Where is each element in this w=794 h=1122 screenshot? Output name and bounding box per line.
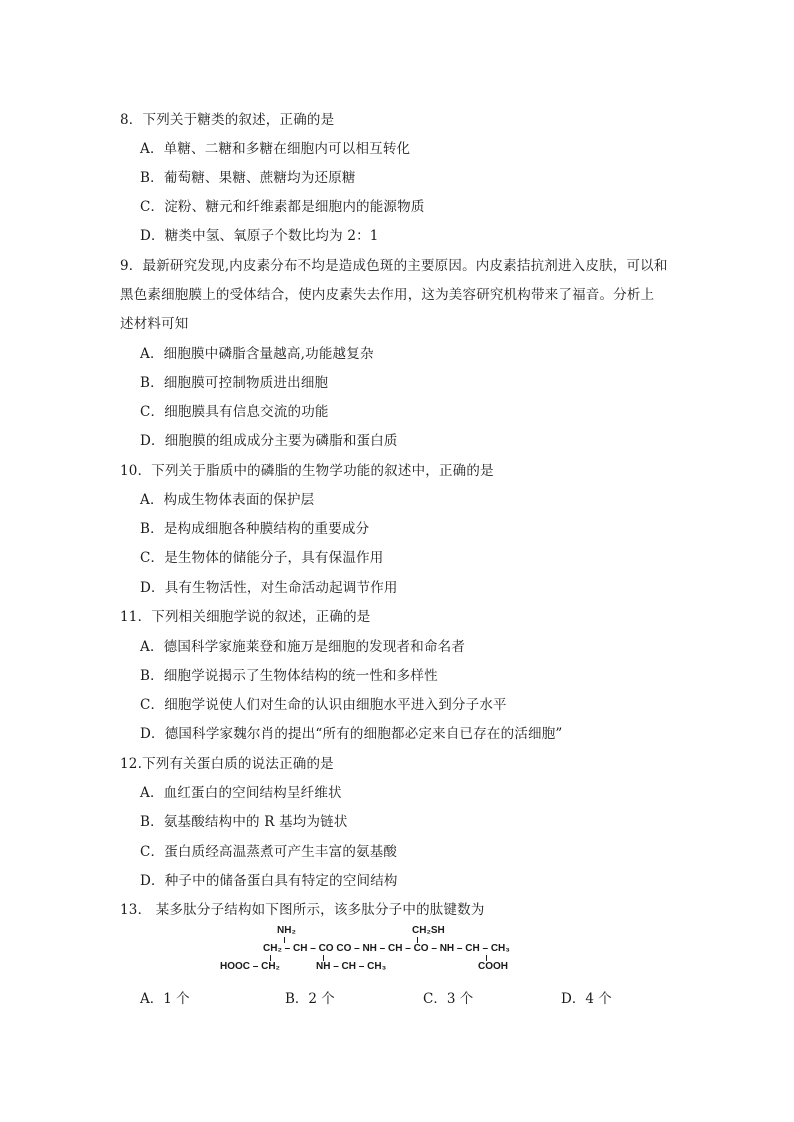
question-8-option-b: B．葡萄糖、果糖、蔗糖均为还原糖 [140, 170, 356, 186]
question-13-option-b: B．2 个 [285, 991, 335, 1007]
question-10-stem: 10．下列关于脂质中的磷脂的生物学功能的叙述中，正确的是 [120, 463, 494, 479]
question-11-stem: 11．下列相关细胞学说的叙述，正确的是 [120, 609, 371, 625]
question-11-option-d: D．德国科学家魏尔肖的提出“所有的细胞都必定来自已存在的活细胞” [140, 726, 563, 742]
question-8-option-c: C．淀粉、糖元和纤维素都是细胞内的能源物质 [140, 199, 425, 215]
question-10-option-a: A．构成生物体表面的保护层 [140, 492, 315, 508]
question-8-option-d: D．糖类中氢、氧原子个数比均为 2：1 [140, 228, 379, 244]
question-9-option-d: D．细胞膜的组成成分主要为磷脂和蛋白质 [140, 433, 398, 449]
question-9-option-c: C．细胞膜具有信息交流的功能 [140, 404, 329, 420]
polypeptide-structure-diagram [215, 925, 545, 977]
formula-cooh: COOH [478, 961, 508, 972]
question-10-option-d: D．具有生物活性，对生命活动起调节作用 [140, 580, 398, 596]
formula-main-chain: CH₂ – CH – CO CO – NH – CH – CO – NH – CH – CH₃ [263, 943, 510, 954]
question-9-stem-line1: 9．最新研究发现,内皮素分布不均是造成色斑的主要原因。内皮素拮抗剂进入皮肤，可以和 [120, 258, 668, 274]
question-11-option-c: C．细胞学说使人们对生命的认识由细胞水平进入到分子水平 [140, 697, 507, 713]
question-13-option-a: A．1 个 [140, 991, 190, 1007]
question-11-option-a: A．德国科学家施莱登和施万是细胞的发现者和命名者 [140, 639, 466, 655]
question-9-option-a: A．细胞膜中磷脂含量越高,功能越复杂 [140, 346, 374, 362]
question-12-option-d: D．种子中的储备蛋白具有特定的空间结构 [140, 873, 398, 889]
question-8-stem: 8．下列关于糖类的叙述，正确的是 [120, 112, 335, 128]
question-12-option-a: A．血红蛋白的空间结构呈纤维状 [140, 785, 342, 801]
question-13-option-c: C．3 个 [423, 991, 474, 1007]
question-12-option-b: B．氨基酸结构中的 R 基均为链状 [140, 814, 348, 830]
question-11-option-b: B．细胞学说揭示了生物体结构的统一性和多样性 [140, 668, 438, 684]
question-10-option-c: C．是生物体的储能分子，具有保温作用 [140, 550, 384, 566]
question-12-stem: 12.下列有关蛋白质的说法正确的是 [120, 756, 334, 772]
question-10-option-b: B．是构成细胞各种膜结构的重要成分 [140, 521, 370, 537]
question-13-stem: 13． 某多肽分子结构如下图所示，该多肽分子中的肽键数为 [120, 902, 485, 918]
formula-hooc-ch2: HOOC – CH₂ [220, 961, 281, 972]
question-9-option-b: B．细胞膜可控制物质进出细胞 [140, 375, 329, 391]
formula-nh-ch-ch3: NH – CH – CH₃ [316, 961, 387, 972]
question-9-stem-line2: 黑色素细胞膜上的受体结合，使内皮素失去作用，这为美容研究机构带来了福音。分析上 [120, 287, 655, 303]
question-12-option-c: C．蛋白质经高温蒸煮可产生丰富的氨基酸 [140, 844, 398, 860]
question-9-stem-line3: 述材料可知 [120, 316, 189, 332]
formula-nh2-group: NH₂ [277, 925, 296, 936]
question-13-option-d: D．4 个 [561, 991, 612, 1007]
formula-ch2sh-group: CH₂SH [412, 925, 445, 936]
question-8-option-a: A．单糖、二糖和多糖在细胞内可以相互转化 [140, 141, 411, 157]
